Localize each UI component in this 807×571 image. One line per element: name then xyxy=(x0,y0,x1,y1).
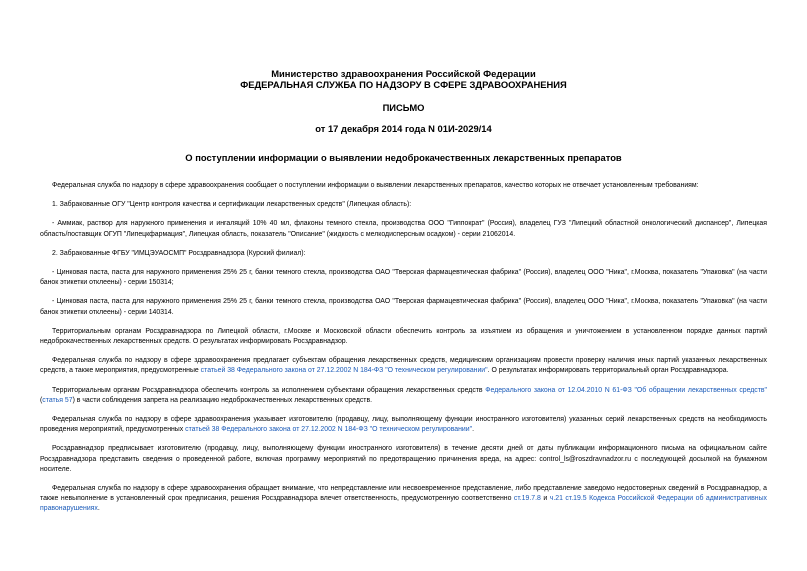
law-61-link[interactable]: Федерального закона от 12.04.2010 N 61-ФЗ "Об обращении лекарственных средств" xyxy=(485,386,768,394)
text-run: и xyxy=(540,495,550,503)
paragraph-item-2-detail-b: - Цинковая паста, паста для наружного применения 25% 25 г, банки темного стекла, производства ОАО "Тверская фармацевтическая фабрика" (Россия), владелец ООО "Ника", г.Москва, показатель "Упаковка" (на части банок этикетки отклеены) - серии 140314. xyxy=(40,298,767,316)
text-run: ) в части соблюдения запрета на реализацию недоброкачественных лекарственных средств. xyxy=(72,396,373,404)
paragraph-liability xyxy=(40,484,767,515)
text-run: . xyxy=(97,505,100,513)
document-type: ПИСЬМО xyxy=(382,102,425,113)
law-184-link[interactable]: статьей 38 Федерального закона от 27.12.2002 N 184-ФЗ "О техническом регулировании" xyxy=(200,367,488,375)
text-run: Федеральная служба по надзору в сфере здравоохранения предлагает субъектам обращения лекарственных средств, медицинским организациям провести проверку наличия иных партий указанных лекарственных средств, а также мероприятия, предусмотренные xyxy=(40,357,767,375)
paragraph-prescription: Росздравнадзор предписывает изготовителю (продавцу, лицу, выполняющему функции иностранного изготовителя) в течение десяти дней от даты публикации информационного письма на официальном сайте Росздравнадзора представить сведения о проведенной работе, включая программу мероприятий по предотвращению причинения вреда, на адрес: control_ls@roszdravnadzor.ru с последующей досылкой на бумажном носителе. xyxy=(40,445,767,473)
paragraph-item-1: 1. Забракованные ОГУ "Центр контроля качества и сертификации лекарственных средств" (Липецкая область): xyxy=(52,201,412,209)
koap-link[interactable]: Кодекса Российской Федерации об административных правонарушениях xyxy=(40,495,767,513)
text-run: . О результатах информировать территориальный орган Росздравнадзора. xyxy=(487,367,729,375)
paragraph-item-2-detail-a: - Цинковая паста, паста для наружного применения 25% 25 г, банки темного стекла, производства ОАО "Тверская фармацевтическая фабрика" (Россия), владелец ООО "Ника", г.Москва, показатель "Упаковка" (на части банок этикетки отклеены) - серии 150314; xyxy=(40,269,767,287)
paragraph-item-2: 2. Забракованные ФГБУ "ИМЦЭУАОСМП" Росздравнадзора (Курский филиал): xyxy=(52,249,306,257)
text-run: Территориальным органам Росздравнадзора обеспечить контроль за исполнением субъектами обращения лекарственных средств xyxy=(52,386,486,394)
paragraph-manufacturer-notice xyxy=(40,415,767,435)
article-57-link[interactable]: статья 57 xyxy=(42,396,73,404)
paragraph-territorial-control: Территориальным органам Росздравнадзора по Липецкой области, г.Москве и Московской области обеспечить контроль за изъятием из обращения и уничтожением в установленном порядке данных партий недоброкачественных лекарственных средств. О результатах информировать Росздравнадзор. xyxy=(40,327,767,346)
agency-name: ФЕДЕРАЛЬНАЯ СЛУЖБА ПО НАДЗОРУ В СФЕРЕ ЗДРАВООХРАНЕНИЯ xyxy=(240,79,567,90)
article-19-5-link[interactable]: ч.21 ст.19.5 xyxy=(549,495,587,503)
paragraph-intro: Федеральная служба по надзору в сфере здравоохранения сообщает о поступлении информации о выявлении лекарственных препаратов, качество которых не отвечает установленным требованиям: xyxy=(52,182,699,189)
ministry-name: Министерство здравоохранения Российской Федерации xyxy=(271,68,536,79)
text-run: ( xyxy=(40,396,43,404)
paragraph-check-batches xyxy=(40,356,767,376)
article-19-7-8-link[interactable]: ст.19.7.8 xyxy=(513,495,541,503)
text-run: Федеральная служба по надзору в сфере здравоохранения обращает внимание, что непредставление или несвоевременное представление, либо представление заведомо недостоверных сведений в Росздравнадзор, а также невыполнение в установленный срок предписания, решения Росздравнадзора влечет ответственность, предусмотренную соответственно xyxy=(40,485,767,503)
paragraph-enforcement xyxy=(40,386,767,406)
paragraph-item-1-detail: - Аммиак, раствор для наружного применения и ингаляций 10% 40 мл, флаконы темного стекла, производства ООО "Гиппократ" (Россия), владелец ГУЗ "Липецкий областной онкологический диспансер", Липецкая область/поставщик ОГУП "Липецкфармация", Липецкая область, показатель "Описание" (жидкость с мелкодисперсным осадком) - серии 21062014. xyxy=(40,220,767,238)
document-header xyxy=(40,68,767,163)
document-date: от 17 декабря 2014 года N 01И-2029/14 xyxy=(315,123,492,134)
text-run: . xyxy=(472,426,474,434)
document-title: О поступлении информации о выявлении недоброкачественных лекарственных препаратов xyxy=(185,152,622,163)
text-run: Федеральная служба по надзору в сфере здравоохранения указывает изготовителю (продавцу, лицу, выполняющему функции иностранного изготовителя) указанных серий лекарственных средств на необходимость проведения мероприятий, предусмотренных xyxy=(40,416,767,434)
document-body xyxy=(40,181,767,515)
law-184-link-2[interactable]: статьей 38 Федерального закона от 27.12.2002 N 184-ФЗ "О техническом регулировании" xyxy=(185,426,473,434)
